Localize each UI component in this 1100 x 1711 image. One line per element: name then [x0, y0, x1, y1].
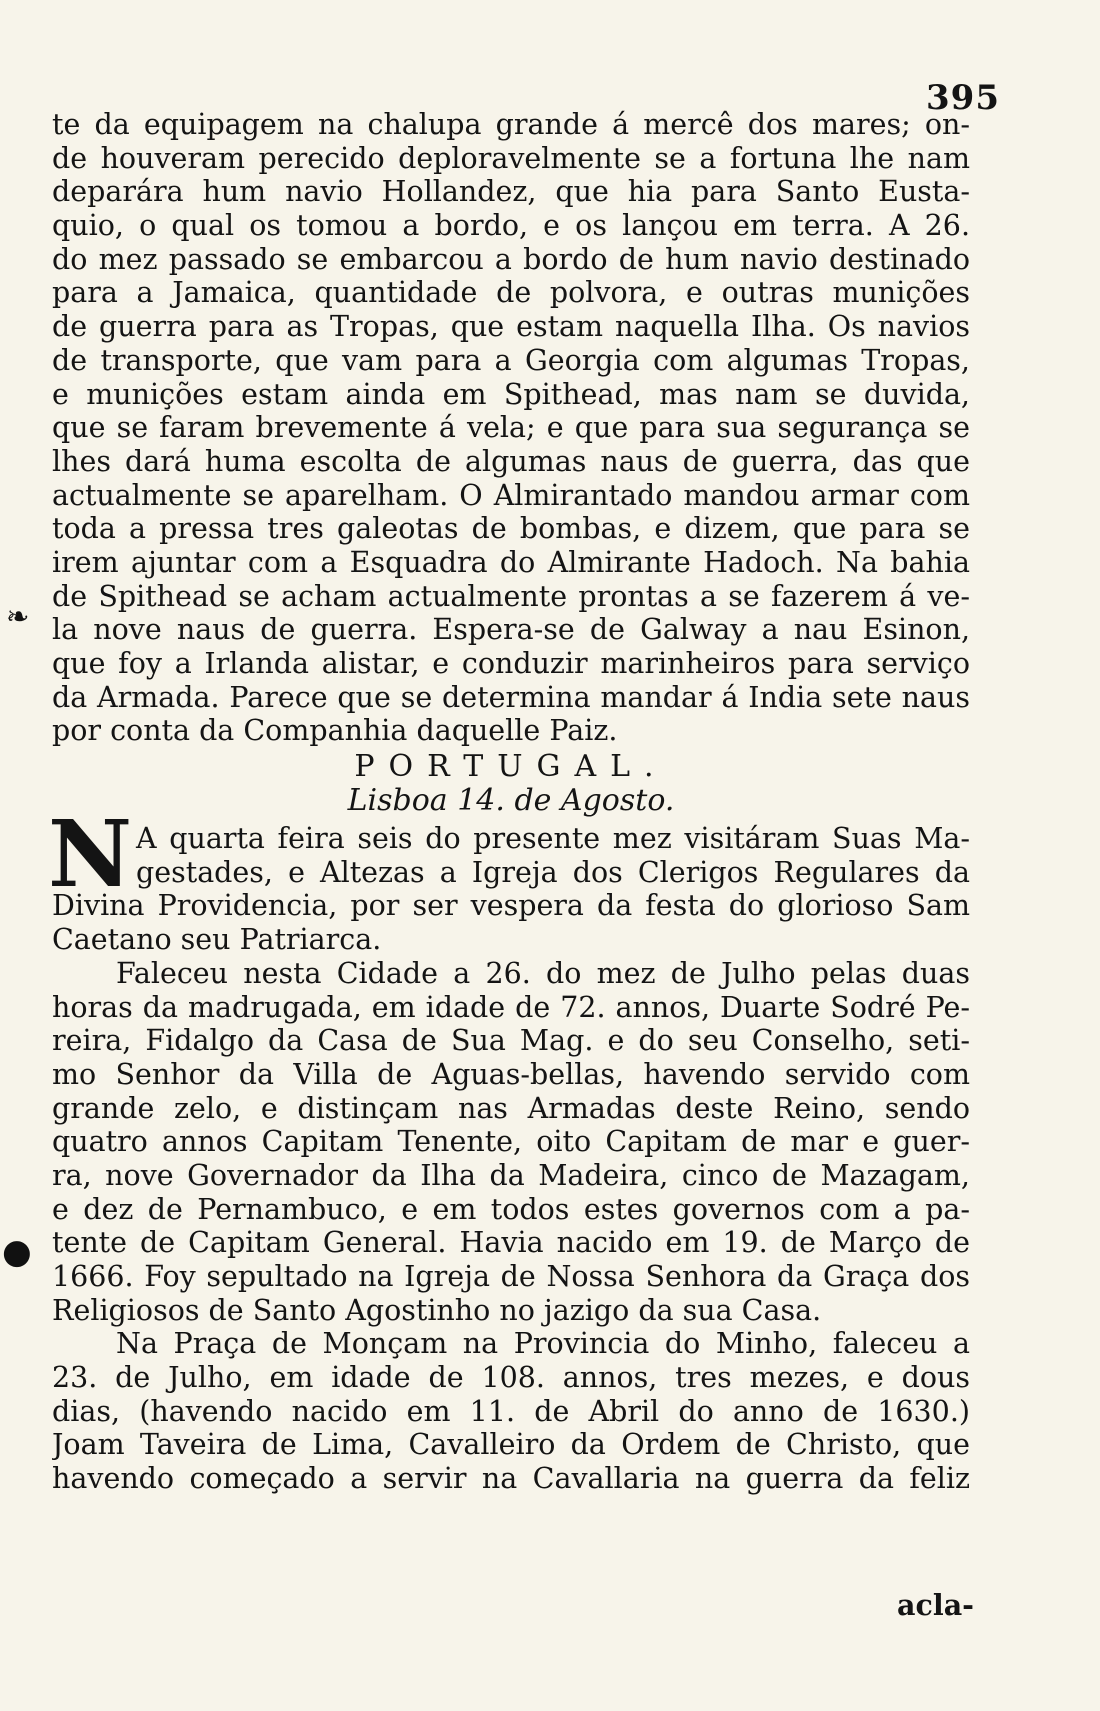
- paragraph-obituary-sodre: [52, 957, 970, 1328]
- text-line: grande zelo, e distinçam nas Armadas deste Reino, sendo: [52, 1091, 970, 1125]
- text-line: e dez de Pernambuco, e em todos estes governos com a pa-: [52, 1192, 970, 1226]
- text-line: Joam Taveira de Lima, Cavalleiro da Ordem de Christo, que: [52, 1428, 970, 1462]
- text-line: Divina Providencia, por ser vespera da festa do glorioso Sam: [52, 889, 970, 923]
- text-line: tente de Capitam General. Havia nacido em 19. de Março de: [52, 1226, 970, 1260]
- text-line: que foy a Irlanda alistar, e conduzir marinheiros para serviço: [52, 647, 970, 680]
- text-line: Na Praça de Monçam na Provincia do Minho, faleceu a: [116, 1327, 970, 1361]
- text-line: 1666. Foy sepultado na Igreja de Nossa Senhora da Graça dos: [52, 1260, 970, 1293]
- text-line: horas da madrugada, em idade de 72. annos, Duarte Sodré Pe-: [52, 990, 970, 1024]
- text-line: deparára hum navio Hollandez, que hia para Santo Eusta-: [52, 175, 970, 209]
- text-line: actualmente se aparelham. O Almirantado mandou armar com: [52, 478, 970, 512]
- margin-mark-dot-icon: ●: [2, 1232, 32, 1272]
- text-line: de transporte, que vam para a Georgia com algumas Tropas,: [52, 343, 970, 377]
- article-body: [48, 108, 970, 1496]
- paragraph-obituary-lima: [52, 1327, 970, 1495]
- text-line: Faleceu nesta Cidade a 26. do mez de Julho pelas duas: [116, 956, 970, 990]
- text-line: que se faram brevemente á vela; e que para sua segurança se: [52, 411, 970, 445]
- text-line: de houveram perecido deploravelmente se a fortuna lhe nam: [52, 141, 970, 175]
- text-line: por conta da Companhia daquelle Paiz.: [52, 714, 618, 748]
- text-line: mo Senhor da Villa de Aguas-bellas, havendo servido com: [52, 1057, 970, 1091]
- text-line: de guerra para as Tropas, que estam naquella Ilha. Os navios: [52, 310, 970, 344]
- text-line: toda a pressa tres galeotas de bombas, e dizem, que para se: [52, 512, 970, 546]
- catchword: acla-: [897, 1588, 974, 1622]
- text-line: te da equipagem na chalupa grande á mercê dos mares; on-: [52, 108, 970, 141]
- text-line: e munições estam ainda em Spithead, mas nam se duvida,: [52, 377, 970, 411]
- text-line: ra, nove Governador da Ilha da Madeira, cinco de Mazagam,: [52, 1158, 970, 1192]
- text-line: 23. de Julho, em idade de 108. annos, tres mezes, e dous: [52, 1361, 970, 1395]
- text-line: quio, o qual os tomou a bordo, e os lançou em terra. A 26.: [52, 209, 970, 243]
- dateline: Lisboa 14. de Agosto.: [347, 783, 675, 819]
- text-line: quatro annos Capitam Tenente, oito Capitam de mar e guer-: [52, 1125, 970, 1159]
- text-line: do mez passado se embarcou a bordo de hum navio destinado: [52, 242, 970, 276]
- text-line: irem ajuntar com a Esquadra do Almirante Hadoch. Na bahia: [52, 545, 970, 579]
- text-line: da Armada. Parece que se determina mandar á India sete naus: [52, 680, 970, 714]
- page-number: 395: [926, 78, 1000, 118]
- continued-article: [52, 108, 970, 748]
- drop-cap: N: [48, 800, 133, 909]
- text-line: reira, Fidalgo da Casa de Sua Mag. e do seu Conselho, seti-: [52, 1024, 970, 1058]
- text-line: lhes dará huma escolta de algumas naus de guerra, das que: [52, 444, 970, 478]
- text-line: de Spithead se acham actualmente prontas a se fazerem á ve-: [52, 579, 970, 613]
- text-line: Religiosos de Santo Agostinho no jazigo da sua Casa.: [52, 1293, 822, 1327]
- text-line: la nove naus de guerra. Espera-se de Galway a nau Esinon,: [52, 613, 970, 647]
- text-line: dias, (havendo nacido em 11. de Abril do anno de 1630.): [52, 1394, 970, 1428]
- margin-mark-fleuron-icon: ❧: [6, 600, 30, 633]
- text-line: gestades, e Altezas a Igreja dos Clerigos Regulares da: [136, 855, 970, 889]
- text-line: Caetano seu Patriarca.: [52, 923, 382, 957]
- text-line: A quarta feira seis do presente mez visitáram Suas Ma-: [136, 822, 970, 856]
- text-line: havendo começado a servir na Cavallaria na guerra da feliz: [52, 1462, 970, 1496]
- text-line: para a Jamaica, quantidade de polvora, e outras munições: [52, 276, 970, 310]
- section-heading: PORTUGAL.: [354, 749, 668, 785]
